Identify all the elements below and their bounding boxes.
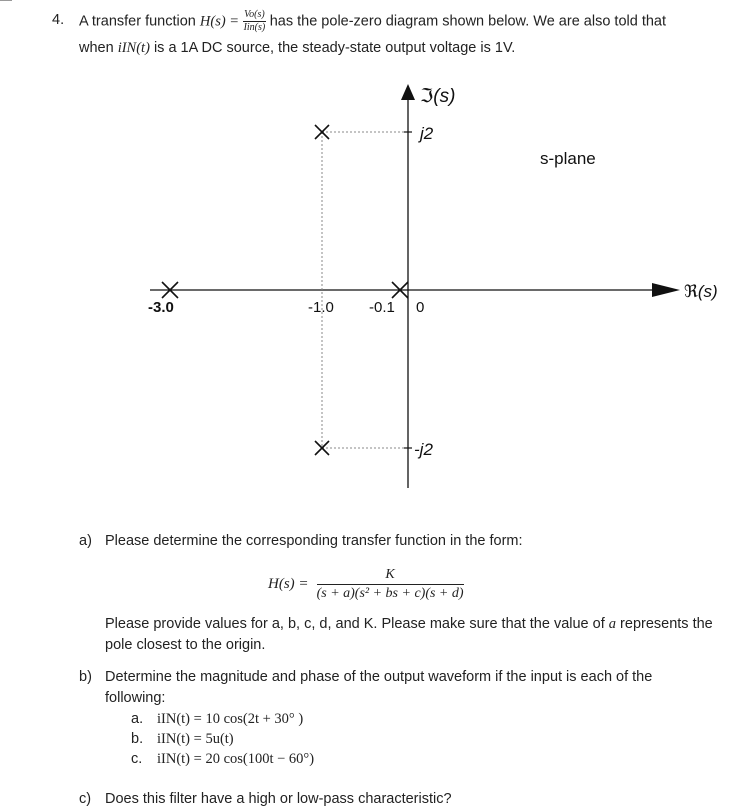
intro-text-1: A transfer function <box>79 13 196 30</box>
part-c-letter: c) <box>79 791 92 807</box>
label-zero: 0 <box>416 299 425 316</box>
part-b-item-c-letter: c. <box>131 751 143 767</box>
part-b-text-line1: Determine the magnitude and phase of the output waveform if the input is each of the <box>105 669 653 685</box>
part-b-letter: b) <box>79 669 92 685</box>
real-axis-label: ℜ(s) <box>684 282 718 301</box>
note-text-1: Please provide values for a, b, c, d, and K. Please make sure that the value of <box>105 616 605 632</box>
part-b-item-a-expr: iIN(t) = 10 cos(2t + 30° ) <box>157 711 304 727</box>
part-c-text: Does this filter have a high or low-pass characteristic? <box>105 791 452 807</box>
label-neg-j2: -j2 <box>414 440 433 459</box>
imag-axis-label: ℑ(s) <box>420 86 456 107</box>
part-b-text-line2: following: <box>105 690 166 706</box>
part-b-item-c-expr: iIN(t) = 20 cos(100t − 60°) <box>157 751 315 767</box>
label-neg-01: -0.1 <box>369 299 395 316</box>
formula-numerator: K <box>317 568 464 585</box>
part-a-note-line2: pole closest to the origin. <box>105 637 266 653</box>
part-a-text: Please determine the corresponding transfer function in the form: <box>105 533 523 549</box>
question-number: 4. <box>52 12 65 28</box>
part-b-item-b-letter: b. <box>131 731 144 747</box>
part-a-note-line1 <box>105 614 713 634</box>
label-j2: j2 <box>420 124 434 143</box>
real-axis-arrow <box>652 283 680 297</box>
note-text-2: represents the <box>620 616 713 632</box>
formula-denominator: (s + a)(s² + bs + c)(s + d) <box>316 586 464 601</box>
label-neg-1: -1.0 <box>308 299 334 316</box>
imaginary-axis-arrow <box>401 84 415 100</box>
formula-lhs: H(s) = <box>268 576 309 592</box>
intro-text-2: has the pole-zero diagram shown below. We are also told that <box>269 13 667 30</box>
formula-fraction <box>317 568 464 601</box>
line2-text-2: is a 1A DC source, the steady-state output voltage is 1V. <box>153 40 516 56</box>
input-current: iIN(t) <box>117 40 150 56</box>
part-a-letter: a) <box>79 533 92 549</box>
transfer-function-formula <box>268 568 464 601</box>
label-neg-3: -3.0 <box>148 299 174 316</box>
line2-text-1: when <box>79 40 114 56</box>
part-b-item-a-letter: a. <box>131 711 144 727</box>
s-plane-label: s-plane <box>540 149 596 168</box>
part-b-item-b-expr: iIN(t) = 5u(t) <box>157 731 234 747</box>
note-var-a: a <box>608 616 617 632</box>
fraction-numerator: Vo(s) <box>244 9 265 20</box>
fraction-denominator: Iin(s) <box>243 22 266 33</box>
h-of-s: H(s) = <box>199 13 240 30</box>
